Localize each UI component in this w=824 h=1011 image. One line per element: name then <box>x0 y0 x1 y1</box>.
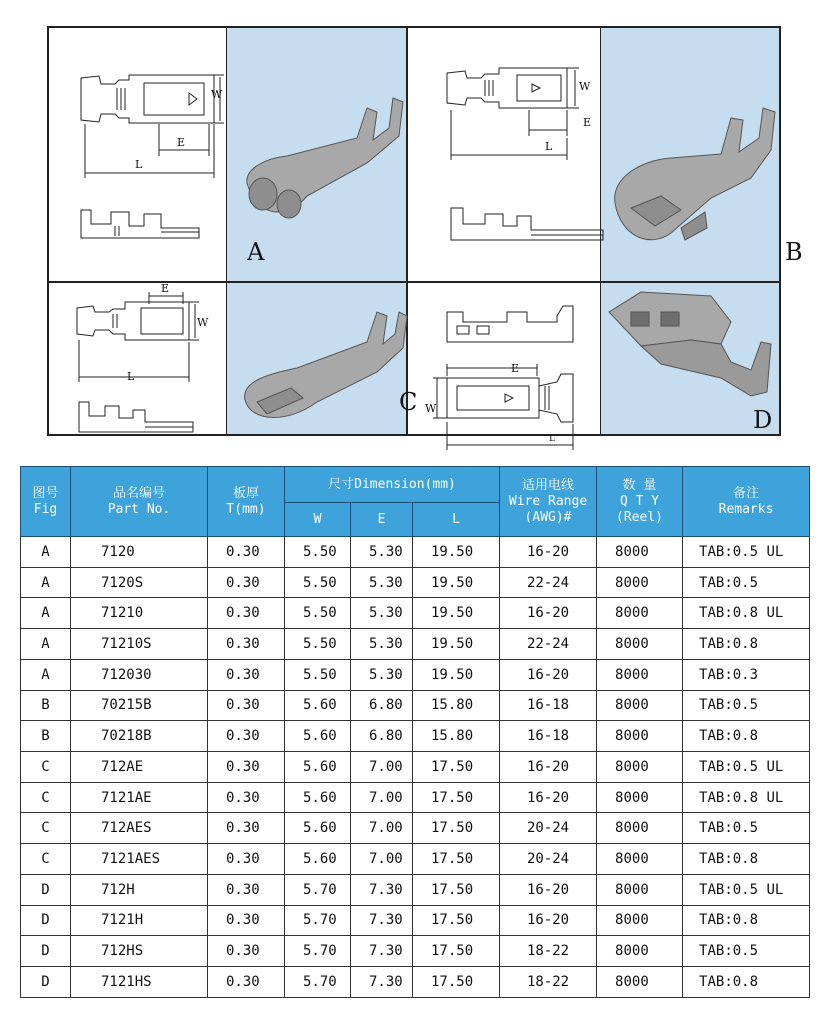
table-row <box>21 905 810 936</box>
cell-awg: 22-24 <box>500 567 597 598</box>
cell-thickness: 0.30 <box>208 782 285 813</box>
cell-awg: 16-20 <box>500 874 597 905</box>
cell-qty: 8000 <box>597 844 683 875</box>
cell-remarks: TAB:0.5 <box>683 813 810 844</box>
header-fig-cn: 图号 <box>32 485 59 501</box>
cell-thickness: 0.30 <box>208 659 285 690</box>
cell-remarks: TAB:0.5 UL <box>683 537 810 568</box>
cell-w: 5.50 <box>285 598 351 629</box>
cell-l: 15.80 <box>413 690 500 721</box>
cell-qty: 8000 <box>597 567 683 598</box>
spec-table-body <box>21 537 810 998</box>
cell-fig: C <box>21 752 71 783</box>
fig-b-side-view-drawing <box>407 28 601 282</box>
fig-d-label: D <box>753 406 773 434</box>
cell-part: 7120 <box>71 537 208 568</box>
fig-a-side-view-drawing <box>49 28 227 282</box>
cell-part: 7121AES <box>71 844 208 875</box>
header-remarks-cn: 备注 <box>733 485 760 501</box>
fig-d-dim-w: W <box>425 402 437 415</box>
header-dimension: 尺寸Dimension(mm) <box>285 467 500 503</box>
cell-e: 7.00 <box>351 752 413 783</box>
cell-w: 5.60 <box>285 844 351 875</box>
cell-part: 70218B <box>71 721 208 752</box>
cell-awg: 22-24 <box>500 629 597 660</box>
header-wire-en1: Wire Range <box>508 493 588 509</box>
cell-fig: D <box>21 936 71 967</box>
cell-remarks: TAB:0.5 <box>683 567 810 598</box>
header-wire-cn: 适用电线 <box>522 477 575 493</box>
table-row <box>21 967 810 998</box>
cell-w: 5.50 <box>285 537 351 568</box>
cell-qty: 8000 <box>597 813 683 844</box>
header-part-cn: 品名编号 <box>112 485 165 501</box>
cell-l: 17.50 <box>413 967 500 998</box>
cell-remarks: TAB:0.5 <box>683 936 810 967</box>
cell-awg: 16-20 <box>500 905 597 936</box>
cell-awg: 16-20 <box>500 782 597 813</box>
fig-c-dim-w: W <box>197 316 209 329</box>
cell-awg: 18-22 <box>500 967 597 998</box>
cell-awg: 16-20 <box>500 598 597 629</box>
cell-e: 7.00 <box>351 782 413 813</box>
cell-e: 6.80 <box>351 721 413 752</box>
cell-l: 19.50 <box>413 659 500 690</box>
cell-e: 5.30 <box>351 598 413 629</box>
header-qty-cn: 数 量 <box>622 477 657 493</box>
cell-qty: 8000 <box>597 598 683 629</box>
cell-fig: A <box>21 629 71 660</box>
cell-awg: 20-24 <box>500 813 597 844</box>
cell-part: 7121AE <box>71 782 208 813</box>
cell-awg: 16-18 <box>500 690 597 721</box>
header-e: E <box>351 503 413 537</box>
cell-w: 5.50 <box>285 629 351 660</box>
header-thickness-en: T(mm) <box>226 501 266 517</box>
cell-qty: 8000 <box>597 967 683 998</box>
cell-qty: 8000 <box>597 782 683 813</box>
header-l: L <box>413 503 500 537</box>
cell-w: 5.60 <box>285 752 351 783</box>
cell-l: 17.50 <box>413 752 500 783</box>
fig-c-label: C <box>399 388 418 416</box>
cell-thickness: 0.30 <box>208 936 285 967</box>
cell-part: 712H <box>71 874 208 905</box>
cell-thickness: 0.30 <box>208 721 285 752</box>
cell-qty: 8000 <box>597 537 683 568</box>
cell-thickness: 0.30 <box>208 905 285 936</box>
fig-a-dim-w: W <box>211 88 223 101</box>
fig-c-terminal-photo <box>227 282 407 434</box>
cell-fig: A <box>21 537 71 568</box>
header-remarks <box>683 467 810 537</box>
cell-qty: 8000 <box>597 752 683 783</box>
cell-e: 7.30 <box>351 967 413 998</box>
cell-l: 17.50 <box>413 936 500 967</box>
figure-grid <box>47 26 803 444</box>
cell-thickness: 0.30 <box>208 537 285 568</box>
fig-a-dim-l: L <box>135 158 143 171</box>
table-row <box>21 752 810 783</box>
cell-remarks: TAB:0.8 <box>683 905 810 936</box>
cell-l: 17.50 <box>413 813 500 844</box>
cell-part: 7121HS <box>71 967 208 998</box>
cell-qty: 8000 <box>597 659 683 690</box>
cell-l: 19.50 <box>413 567 500 598</box>
cell-qty: 8000 <box>597 629 683 660</box>
cell-awg: 20-24 <box>500 844 597 875</box>
fig-b-label: B <box>785 238 803 266</box>
cell-remarks: TAB:0.8 <box>683 721 810 752</box>
cell-fig: A <box>21 567 71 598</box>
cell-thickness: 0.30 <box>208 874 285 905</box>
cell-e: 5.30 <box>351 629 413 660</box>
cell-fig: A <box>21 659 71 690</box>
cell-w: 5.60 <box>285 721 351 752</box>
cell-remarks: TAB:0.5 UL <box>683 874 810 905</box>
cell-w: 5.50 <box>285 659 351 690</box>
table-row <box>21 659 810 690</box>
cell-e: 5.30 <box>351 567 413 598</box>
cell-remarks: TAB:0.5 UL <box>683 752 810 783</box>
cell-thickness: 0.30 <box>208 844 285 875</box>
cell-part: 71210S <box>71 629 208 660</box>
table-row <box>21 567 810 598</box>
cell-qty: 8000 <box>597 690 683 721</box>
cell-fig: B <box>21 690 71 721</box>
header-remarks-en: Remarks <box>718 501 774 517</box>
cell-fig: D <box>21 967 71 998</box>
cell-qty: 8000 <box>597 936 683 967</box>
cell-qty: 8000 <box>597 905 683 936</box>
cell-l: 17.50 <box>413 874 500 905</box>
cell-l: 17.50 <box>413 782 500 813</box>
cell-remarks: TAB:0.8 <box>683 629 810 660</box>
cell-thickness: 0.30 <box>208 690 285 721</box>
cell-fig: C <box>21 844 71 875</box>
fig-c-dim-e: E <box>161 282 170 295</box>
table-row <box>21 874 810 905</box>
cell-w: 5.60 <box>285 813 351 844</box>
header-part-en: Part No. <box>107 501 171 517</box>
fig-d-dim-l: L <box>549 434 555 444</box>
cell-qty: 8000 <box>597 874 683 905</box>
table-row <box>21 721 810 752</box>
cell-e: 5.30 <box>351 659 413 690</box>
header-qty-en2: (Reel) <box>616 509 664 525</box>
cell-remarks: TAB:0.5 <box>683 690 810 721</box>
header-wire-range <box>500 467 597 537</box>
header-thickness <box>208 467 285 537</box>
table-row <box>21 598 810 629</box>
cell-part: 7121H <box>71 905 208 936</box>
cell-awg: 16-20 <box>500 659 597 690</box>
cell-part: 712AE <box>71 752 208 783</box>
cell-e: 7.00 <box>351 844 413 875</box>
cell-fig: D <box>21 905 71 936</box>
cell-w: 5.70 <box>285 905 351 936</box>
cell-l: 19.50 <box>413 629 500 660</box>
fig-b-dim-l: L <box>545 140 553 153</box>
cell-part: 712HS <box>71 936 208 967</box>
cell-l: 17.50 <box>413 905 500 936</box>
header-qty <box>597 467 683 537</box>
cell-part: 70215B <box>71 690 208 721</box>
cell-e: 7.00 <box>351 813 413 844</box>
cell-w: 5.70 <box>285 967 351 998</box>
fig-c-dim-l: L <box>127 370 135 383</box>
cell-remarks: TAB:0.8 UL <box>683 782 810 813</box>
cell-thickness: 0.30 <box>208 598 285 629</box>
cell-part: 712030 <box>71 659 208 690</box>
cell-w: 5.60 <box>285 782 351 813</box>
cell-remarks: TAB:0.8 <box>683 844 810 875</box>
fig-c-side-view-drawing <box>49 282 227 434</box>
fig-d-dim-e: E <box>511 362 520 375</box>
cell-e: 7.30 <box>351 874 413 905</box>
cell-awg: 16-18 <box>500 721 597 752</box>
table-row <box>21 537 810 568</box>
fig-b-dim-w: W <box>579 80 591 93</box>
cell-thickness: 0.30 <box>208 752 285 783</box>
header-fig-en: Fig <box>33 501 58 517</box>
cell-l: 17.50 <box>413 844 500 875</box>
cell-e: 5.30 <box>351 537 413 568</box>
cell-w: 5.60 <box>285 690 351 721</box>
header-part <box>71 467 208 537</box>
cell-thickness: 0.30 <box>208 813 285 844</box>
header-wire-en2: (AWG)# <box>524 509 572 525</box>
table-row <box>21 936 810 967</box>
cell-w: 5.50 <box>285 567 351 598</box>
cell-fig: C <box>21 782 71 813</box>
cell-fig: D <box>21 874 71 905</box>
cell-part: 712AES <box>71 813 208 844</box>
cell-e: 6.80 <box>351 690 413 721</box>
header-fig <box>21 467 71 537</box>
cell-thickness: 0.30 <box>208 967 285 998</box>
cell-fig: B <box>21 721 71 752</box>
cell-part: 71210 <box>71 598 208 629</box>
cell-e: 7.30 <box>351 936 413 967</box>
table-row <box>21 782 810 813</box>
header-qty-en1: Q T Y <box>619 493 660 509</box>
cell-qty: 8000 <box>597 721 683 752</box>
cell-e: 7.30 <box>351 905 413 936</box>
header-thickness-cn: 板厚 <box>232 485 259 501</box>
cell-awg: 16-20 <box>500 752 597 783</box>
cell-l: 15.80 <box>413 721 500 752</box>
cell-awg: 18-22 <box>500 936 597 967</box>
cell-w: 5.70 <box>285 936 351 967</box>
cell-l: 19.50 <box>413 537 500 568</box>
cell-l: 19.50 <box>413 598 500 629</box>
fig-a-dim-e: E <box>177 136 186 149</box>
cell-thickness: 0.30 <box>208 567 285 598</box>
cell-fig: A <box>21 598 71 629</box>
cell-thickness: 0.30 <box>208 629 285 660</box>
table-row <box>21 813 810 844</box>
cell-fig: C <box>21 813 71 844</box>
table-row <box>21 629 810 660</box>
fig-a-label: A <box>247 238 265 266</box>
cell-remarks: TAB:0.8 <box>683 967 810 998</box>
fig-b-terminal-photo <box>601 28 779 282</box>
cell-w: 5.70 <box>285 874 351 905</box>
cell-remarks: TAB:0.3 <box>683 659 810 690</box>
cell-part: 7120S <box>71 567 208 598</box>
cell-remarks: TAB:0.8 UL <box>683 598 810 629</box>
header-w: W <box>285 503 351 537</box>
table-row <box>21 690 810 721</box>
table-row <box>21 844 810 875</box>
cell-awg: 16-20 <box>500 537 597 568</box>
spec-table <box>20 466 810 998</box>
fig-b-dim-e: E <box>583 116 592 129</box>
